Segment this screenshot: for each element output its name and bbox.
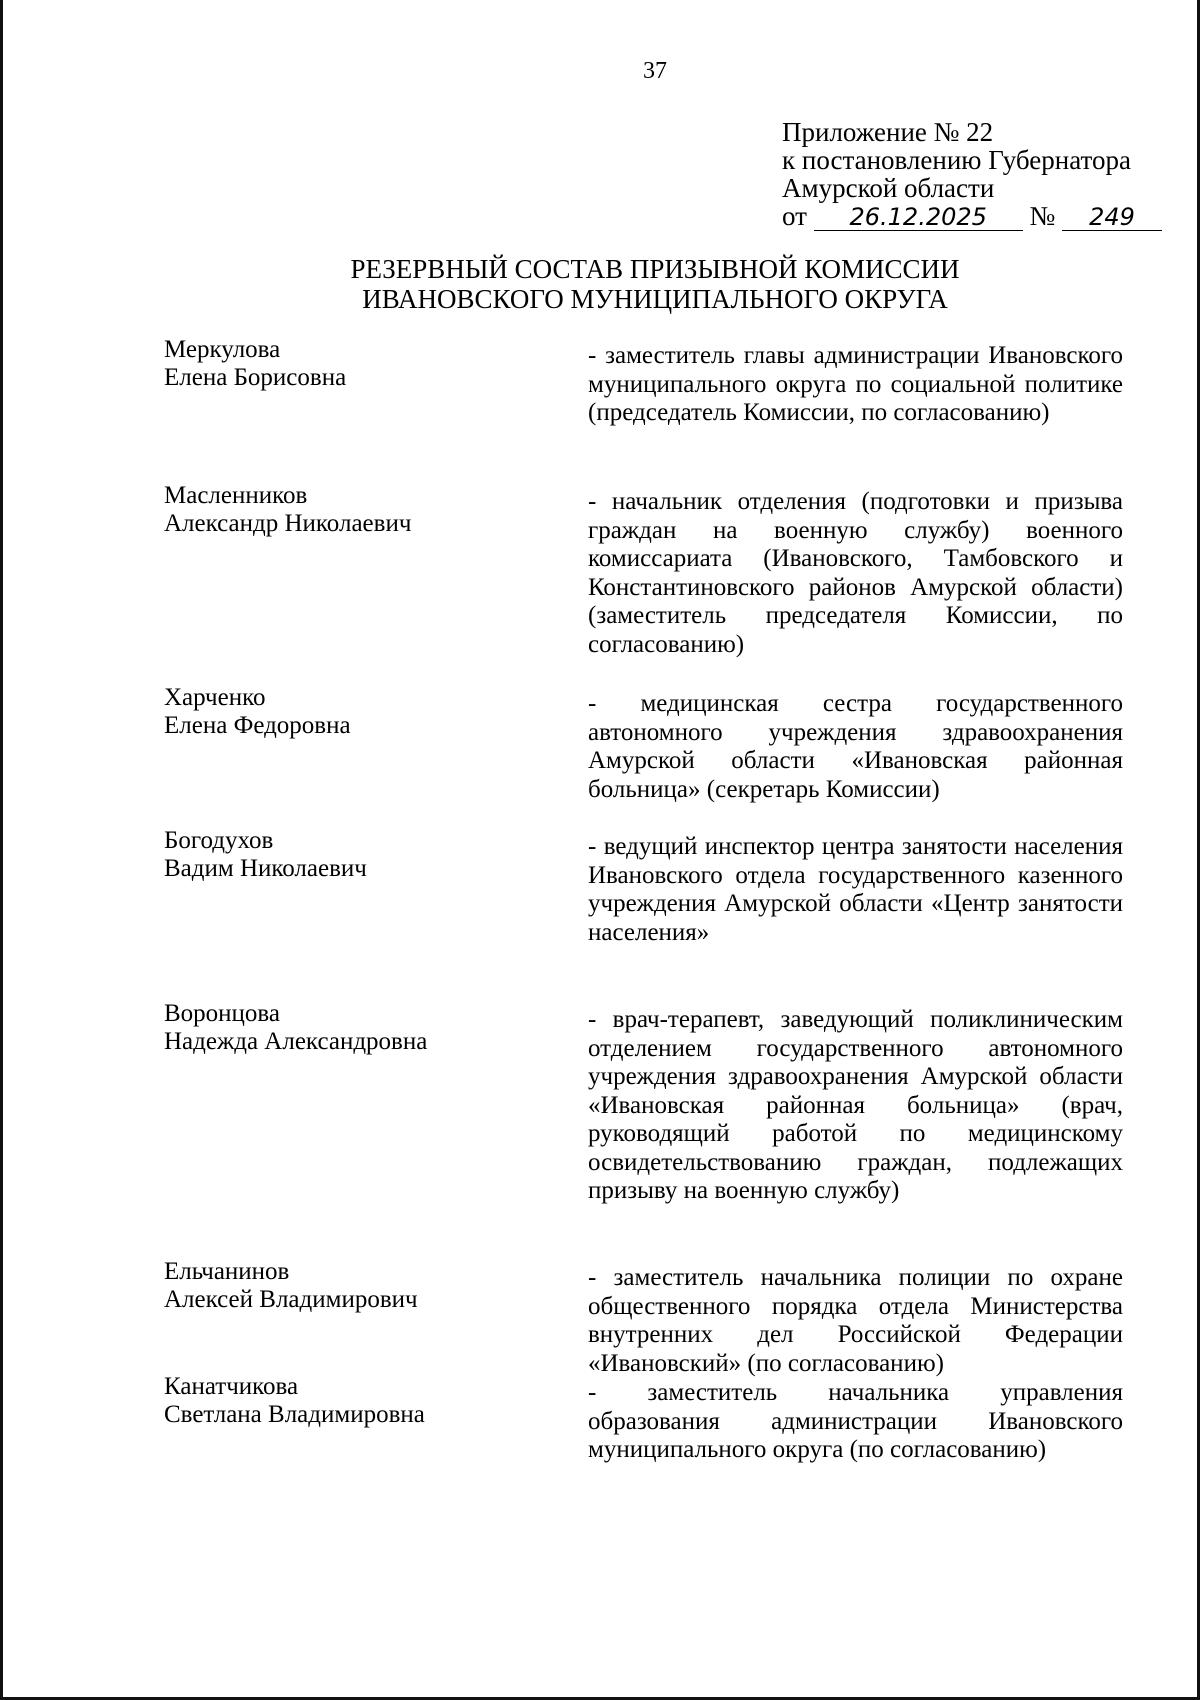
member-surname: Канатчикова [164, 1373, 299, 1400]
member-surname: Ельчанинов [164, 1258, 290, 1285]
appendix-date-row [782, 202, 1162, 231]
member-given-names: Александр Николаевич [164, 510, 412, 537]
member-role: - медицинская сестра государственного автономного учреждения здравоохранения Амурской области «Ивановская районная больница» (секретарь Комиссии) [588, 690, 1123, 803]
member-given-names: Вадим Николаевич [164, 855, 367, 882]
member-surname: Меркулова [164, 336, 281, 363]
member-name [164, 482, 564, 538]
appendix-title: Приложение № 22 [782, 117, 994, 147]
title-line-1: РЕЗЕРВНЫЙ СОСТАВ ПРИЗЫВНОЙ КОМИССИИ [350, 254, 960, 284]
member-given-names: Елена Федоровна [164, 712, 351, 739]
member-given-names: Надежда Александровна [164, 1028, 428, 1055]
member-name [164, 1373, 564, 1429]
member-given-names: Светлана Владимировна [164, 1401, 425, 1428]
title-line-2: ИВАНОВСКОГО МУНИЦИПАЛЬНОГО ОКРУГА [362, 284, 948, 314]
member-role: - начальник отделения (подготовки и призыва граждан на военную службу) военного комиссариата (Ивановского, Тамбовского и Константиновского районов Амурской области) (заместитель председателя Комиссии, по согласованию) [588, 488, 1123, 658]
member-surname: Воронцова [164, 1000, 281, 1027]
page-number: 37 [643, 58, 667, 84]
member-name [164, 1258, 564, 1314]
member-given-names: Елена Борисовна [164, 364, 347, 391]
appendix-block [782, 118, 1162, 231]
member-name [164, 1000, 564, 1056]
member-role: - заместитель начальника управления образования администрации Ивановского муниципального округа (по согласованию) [588, 1379, 1123, 1463]
member-role: - врач-терапевт, заведующий поликлиническим отделением государственного автономного учреждения здравоохранения Амурской области «Ивановская районная больница» (врач, руководящий работой по медицинскому освидетельствованию граждан, подлежащих призыву на военную службу) [588, 1006, 1123, 1204]
member-role: - заместитель начальника полиции по охране общественного порядка отдела Министерства внутренних дел Российской Федерации «Ивановский» (по согласованию) [588, 1264, 1123, 1377]
member-role: - заместитель главы администрации Ивановского муниципального округа по социальной политике (председатель Комиссии, по согласованию) [588, 342, 1123, 426]
member-surname: Богодухов [164, 827, 274, 854]
member-given-names: Алексей Владимирович [164, 1286, 418, 1313]
member-name [164, 684, 564, 740]
member-surname: Масленников [164, 482, 308, 509]
document-title [0, 254, 1200, 314]
member-name [164, 827, 564, 883]
number-prefix: № [1029, 201, 1056, 231]
member-role: - ведущий инспектор центра занятости населения Ивановского отдела государственного казенного учреждения Амурской области «Центр занятости населения» [588, 833, 1123, 946]
member-name [164, 336, 564, 392]
member-surname: Харченко [164, 684, 266, 711]
appendix-region: Амурской области [782, 173, 995, 203]
appendix-reference: к постановлению Губернатора [782, 145, 1131, 175]
handwritten-date: 26.12.2025 [814, 204, 1023, 231]
handwritten-number: 249 [1062, 204, 1162, 231]
date-prefix: от [782, 201, 807, 231]
